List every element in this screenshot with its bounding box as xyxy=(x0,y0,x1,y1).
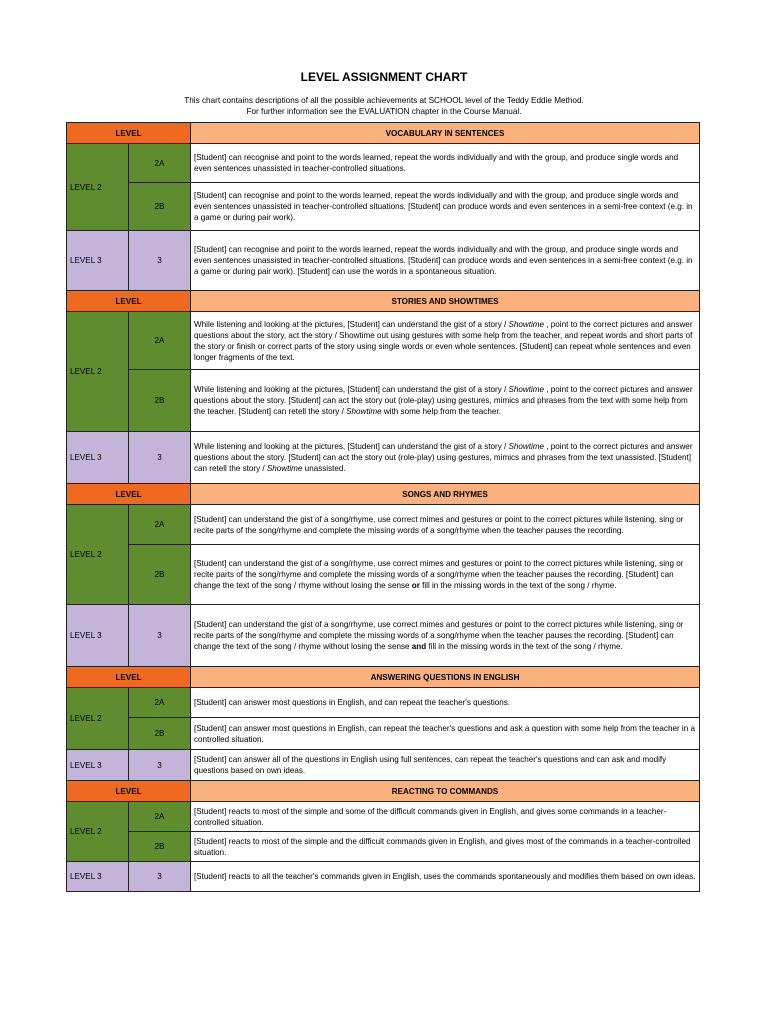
description-cell: [Student] can answer most questions in English, can repeat the teacher's questions and ask a question with some help from the teacher in a controlled situation. xyxy=(191,718,700,750)
section-header-row xyxy=(67,291,700,312)
sublevel-label: 2A xyxy=(129,312,191,370)
table-row xyxy=(67,183,700,231)
description-cell: [Student] can recognise and point to the words learned, repeat the words individually and with the group, and produce single words and even sentences unassisted in teacher-controlled situations. [Student] can produce words and even sentences in a semi-free context (e.g. in a game or during pair work). [Student] can use the words in a spontaneous situation. xyxy=(191,231,700,291)
table-row xyxy=(67,144,700,183)
table-row xyxy=(67,802,700,832)
level-3-label: LEVEL 3 xyxy=(67,605,129,667)
level-3-label: LEVEL 3 xyxy=(67,862,129,892)
description-cell: [Student] reacts to most of the simple and some of the difficult commands given in English, and gives some commands in a teacher-controlled situation. xyxy=(191,802,700,832)
level-2-label: LEVEL 2 xyxy=(67,144,129,231)
description-cell: [Student] can recognise and point to the words learned, repeat the words individually and with the group, and produce single words and even sentences unassisted in teacher-controlled situations. xyxy=(191,144,700,183)
sublevel-label: 3 xyxy=(129,862,191,892)
section-title: VOCABULARY IN SENTENCES xyxy=(191,123,700,144)
level-2-label: LEVEL 2 xyxy=(67,802,129,862)
table-row xyxy=(67,832,700,862)
sublevel-label: 2A xyxy=(129,802,191,832)
level-assignment-table xyxy=(66,122,700,892)
level-3-label: LEVEL 3 xyxy=(67,750,129,781)
sublevel-label: 3 xyxy=(129,432,191,484)
level-header: LEVEL xyxy=(67,484,191,505)
section-header-row xyxy=(67,123,700,144)
table-row xyxy=(67,545,700,605)
sublevel-label: 3 xyxy=(129,605,191,667)
section-title: SONGS AND RHYMES xyxy=(191,484,700,505)
section-title: STORIES AND SHOWTIMES xyxy=(191,291,700,312)
sublevel-label: 2A xyxy=(129,688,191,718)
description-cell: While listening and looking at the pictures, [Student] can understand the gist of a story / Showtime , point to the correct pictures and answer questions about the story. [Student] can act the story out (role-play) using gestures, mimics and phrases from the text with some help from the teacher. [Student] can retell the story / Showtime with some help from the teacher. xyxy=(191,370,700,432)
description-cell: [Student] reacts to all the teacher's commands given in English, uses the commands spontaneously and modifies them based on own ideas. xyxy=(191,862,700,892)
table-row xyxy=(67,312,700,370)
level-2-label: LEVEL 2 xyxy=(67,688,129,750)
table-row xyxy=(67,718,700,750)
sublevel-label: 2B xyxy=(129,183,191,231)
page-title: LEVEL ASSIGNMENT CHART xyxy=(300,70,468,84)
level-header: LEVEL xyxy=(67,291,191,312)
section-header-row xyxy=(67,781,700,802)
subtitle-line-1: This chart contains descriptions of all the possible achievements at SCHOOL level of the Teddy Eddie Method. xyxy=(184,96,584,105)
table-row xyxy=(67,750,700,781)
level-3-label: LEVEL 3 xyxy=(67,432,129,484)
sublevel-label: 2B xyxy=(129,370,191,432)
sublevel-label: 2A xyxy=(129,505,191,545)
section-title: REACTING TO COMMANDS xyxy=(191,781,700,802)
description-cell: [Student] can understand the gist of a song/rhyme, use correct mimes and gestures or point to the correct pictures while listening, sing or recite parts of the song/rhyme and complete the missing words of a song/rhyme when the teacher pauses the recording. [Student] can change the text of the song / rhyme without losing the sense and fill in the missing words in the text of the song / rhyme. xyxy=(191,605,700,667)
table-row xyxy=(67,505,700,545)
description-cell: While listening and looking at the pictures, [Student] can understand the gist of a story / Showtime , point to the correct pictures and answer questions about the story, act the story / Showtime out using gestures with some help from the teacher, and repeat words and short parts of the story or finish or correct parts of the story using single words or even whole sentences. [Student] can repeat whole sentences and even longer fragments of the text. xyxy=(191,312,700,370)
description-cell: [Student] can recognise and point to the words learned, repeat the words individually and with the group, and produce single words and even sentences unassisted in teacher-controlled situations. [Student] can produce words and even sentences in a semi-free context (e.g. in a game or during pair work). xyxy=(191,183,700,231)
description-cell: [Student] can answer all of the questions in English using full sentences, can repeat the teacher's questions and can ask and modify questions based on own ideas. xyxy=(191,750,700,781)
table-row xyxy=(67,688,700,718)
level-header: LEVEL xyxy=(67,781,191,802)
section-title: ANSWERING QUESTIONS IN ENGLISH xyxy=(191,667,700,688)
description-cell: [Student] can answer most questions in English, and can repeat the teacher's questions. xyxy=(191,688,700,718)
subtitle-line-2: For further information see the EVALUATION chapter in the Course Manual. xyxy=(246,107,522,116)
description-cell: While listening and looking at the pictures, [Student] can understand the gist of a story / Showtime , point to the correct pictures and answer questions about the story. [Student] can act the story out (role-play) using gestures, mimics and phrases from the text unassisted. [Student] can retell the story / Showtime unassisted. xyxy=(191,432,700,484)
description-cell: [Student] can understand the gist of a song/rhyme, use correct mimes and gestures or point to the correct pictures while listening, sing or recite parts of the song/rhyme and complete the missing words of a song/rhyme when the teacher pauses the recording. [Student] can change the text of the song / rhyme without losing the sense or fill in the missing words in the text of the song / rhyme. xyxy=(191,545,700,605)
description-cell: [Student] can understand the gist of a song/rhyme, use correct mimes and gestures or point to the correct pictures while listening, sing or recite parts of the song/rhyme and complete the missing words of a song/rhyme when the teacher pauses the recording. xyxy=(191,505,700,545)
level-header: LEVEL xyxy=(67,123,191,144)
table-row xyxy=(67,862,700,892)
page-subtitle xyxy=(0,95,768,117)
sublevel-label: 2B xyxy=(129,832,191,862)
sublevel-label: 2B xyxy=(129,545,191,605)
section-header-row xyxy=(67,667,700,688)
sublevel-label: 3 xyxy=(129,750,191,781)
level-2-label: LEVEL 2 xyxy=(67,505,129,605)
section-header-row xyxy=(67,484,700,505)
sublevel-label: 2A xyxy=(129,144,191,183)
table-row xyxy=(67,605,700,667)
sublevel-label: 3 xyxy=(129,231,191,291)
level-2-label: LEVEL 2 xyxy=(67,312,129,432)
sublevel-label: 2B xyxy=(129,718,191,750)
description-cell: [Student] reacts to most of the simple and the difficult commands given in English, and gives most of the commands in a teacher-controlled situation. xyxy=(191,832,700,862)
table-row xyxy=(67,231,700,291)
level-header: LEVEL xyxy=(67,667,191,688)
table-row xyxy=(67,370,700,432)
table-row xyxy=(67,432,700,484)
level-3-label: LEVEL 3 xyxy=(67,231,129,291)
